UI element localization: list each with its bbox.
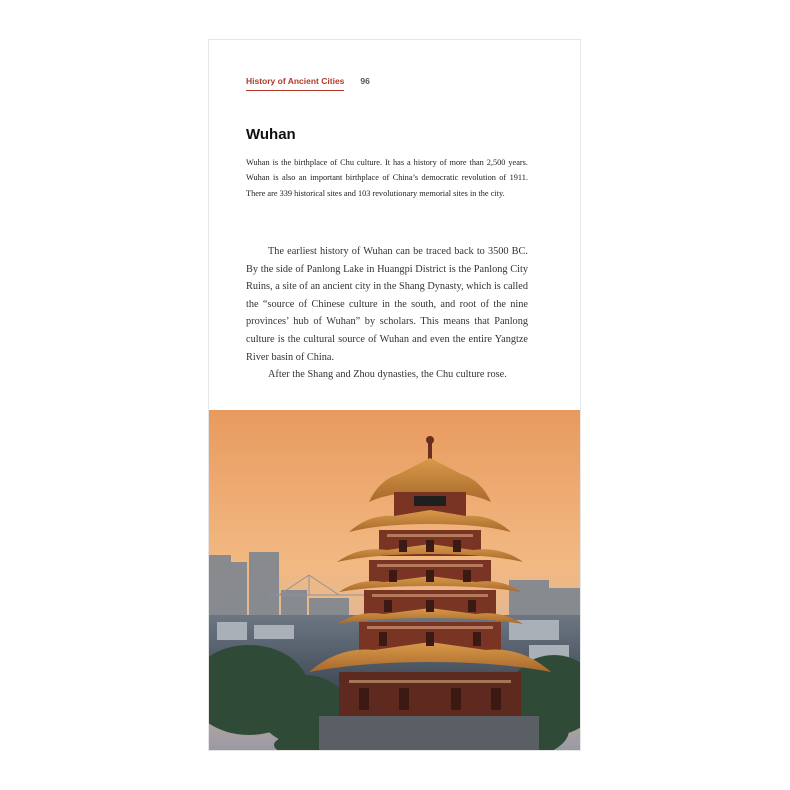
- running-header: [246, 76, 370, 91]
- yellow-crane-tower-photo: [209, 410, 580, 750]
- page-number: 96: [360, 76, 370, 86]
- body-paragraph: The earliest history of Wuhan can be traced back to 3500 BC. By the side of Panlong Lake in Huangpi District is the Panlong City Ruins, a site of an ancient city in the Shang Dynasty, which is called the “source of Chinese culture in the south, and root of the nine provinces’ hub of Wuhan” by scholars. This means that Panlong culture is the cultural source of Wuhan and even the entire Yangtze River basin of China.: [246, 246, 528, 363]
- body-paragraph: After the Shang and Zhou dynasties, the Chu culture rose.: [268, 369, 507, 381]
- article-title: Wuhan: [246, 126, 296, 143]
- article-intro: Wuhan is the birthplace of Chu culture. It has a history of more than 2,500 years. Wuhan is also an important birthplace of China’s democratic revolution of 1911. There are 339 historical sites and 103 revolutionary memorial sites in the city.: [246, 158, 528, 198]
- article-body: [246, 243, 528, 384]
- plaza: [319, 716, 539, 750]
- book-page: [209, 40, 580, 750]
- section-title: History of Ancient Cities: [246, 76, 344, 91]
- photo-illustration: [209, 410, 580, 750]
